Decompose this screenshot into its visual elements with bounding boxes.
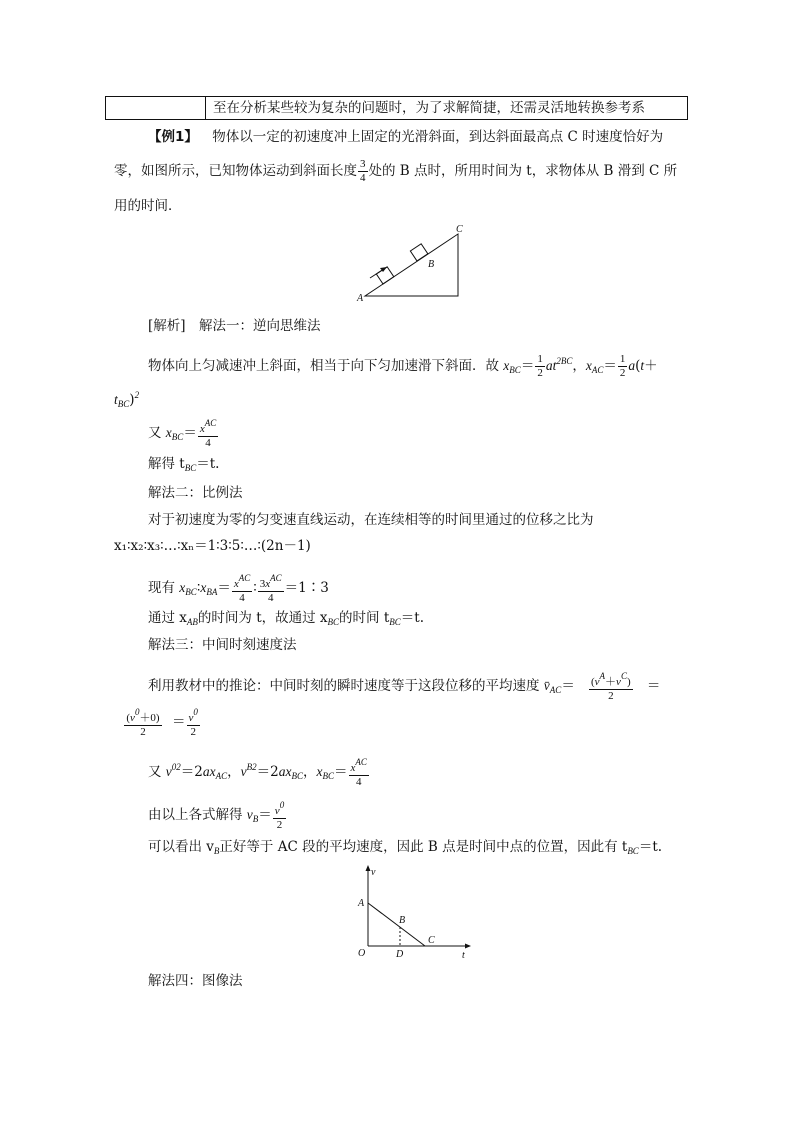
method3-line-4: 由以上各式解得 $v_B=$ $\frac{v^0}{2}$ bbox=[148, 800, 285, 831]
block-upper bbox=[410, 244, 427, 261]
example-text-2a: 零，如图所示，已知物体运动到斜面长度 bbox=[114, 163, 357, 179]
table-column-divider bbox=[205, 97, 206, 119]
method1-line-4: 解得 $t_{BC}=t$. bbox=[148, 456, 220, 473]
table-fragment bbox=[105, 96, 688, 120]
method1-line-3: 又 $x_{BC}=$ $\frac{x^{AC}}{4}$ bbox=[148, 418, 217, 449]
fraction-denominator: 4 bbox=[360, 172, 366, 184]
fraction-three-quarters bbox=[358, 158, 368, 185]
example-line-2 bbox=[114, 158, 677, 185]
method2-header: 解法二：比例法 bbox=[148, 485, 243, 501]
example-label: 【例1】 bbox=[148, 129, 198, 145]
incline-triangle bbox=[365, 234, 458, 296]
fraction-numerator: 3 bbox=[360, 158, 366, 170]
method3-line-2: $\frac{(v^0+0)}{2}$ ＝ $\frac{v^0}{2}$ bbox=[126, 707, 198, 738]
method3-header: 解法三：中间时刻速度法 bbox=[148, 637, 297, 653]
method2-line-4: 通过 $x_{AB}$的时间为 t，故通过 $x_{BC}$的时间 $t_{BC}=t$. bbox=[148, 610, 424, 627]
method1-line-2: $t_{BC})^2$ bbox=[114, 390, 140, 409]
table-cell-text: 至在分析某些较为复杂的问题时，为了求解简捷，还需灵活地转换参考系 bbox=[213, 100, 645, 116]
example-text-2b: 处的 B 点时，所用时间为 t，求物体从 B 滑到 C 所 bbox=[368, 163, 678, 179]
label-a: A bbox=[358, 898, 365, 909]
method2-line-1: 对于初速度为零的匀变速直线运动，在连续相等的时间里通过的位移之比为 bbox=[148, 512, 594, 528]
t-axis-arrow-icon bbox=[465, 944, 471, 949]
velocity-line bbox=[368, 903, 425, 946]
label-t-axis: t bbox=[462, 950, 465, 961]
method1-line-1: 物体向上匀减速冲上斜面，相当于向下匀加速滑下斜面．故 $x_{BC}=$ $\frac{1}{2}$ $at^{2BC}$，$x_{AC}=$ $\frac{1}{2}$ a(t＋ bbox=[148, 353, 658, 379]
method2-line-2: x₁∶x₂∶x₃∶…∶xₙ＝1∶3∶5∶…∶(2n－1) bbox=[114, 538, 311, 554]
label-c: C bbox=[456, 224, 463, 235]
label-b: B bbox=[399, 915, 406, 926]
example-line-3: 用的时间． bbox=[114, 198, 182, 214]
example-text-1: 物体以一定的初速度冲上固定的光滑斜面，到达斜面最高点 C 时速度恰好为 bbox=[212, 129, 664, 145]
v-axis-arrow-icon bbox=[366, 865, 371, 871]
method2-line-3: 现有 $x_{BC}∶x_{BA}=$ $\frac{x^{AC}}{4}$ ∶ $\frac{3x^{AC}}{4}$ ＝1∶3 bbox=[148, 573, 329, 604]
label-a: A bbox=[357, 293, 364, 304]
method3-line-3: 又 $v^{02}=2ax_{AC}$，$v^{B2}=2ax_{BC}$，$x_{BC}=$ $\frac{x^{AC}}{4}$ bbox=[148, 757, 367, 788]
method1-text: 物体向上匀减速冲上斜面，相当于向下匀加速滑下斜面．故 bbox=[148, 358, 504, 374]
incline-figure bbox=[355, 222, 475, 304]
example-line-1 bbox=[148, 128, 663, 146]
label-d: D bbox=[396, 949, 404, 960]
solution-header: [解析] 解法一：逆向思维法 bbox=[148, 318, 321, 334]
label-v-axis: v bbox=[371, 867, 376, 878]
label-o: O bbox=[358, 948, 366, 959]
method4-header: 解法四：图像法 bbox=[148, 973, 243, 989]
method3-line-5: 可以看出 $v_B$正好等于 AC 段的平均速度，因此 B 点是时间中点的位置，因此有 $t_{BC}=t$. bbox=[148, 839, 663, 856]
label-c: C bbox=[428, 935, 435, 946]
label-b: B bbox=[428, 259, 435, 270]
vt-graph-figure bbox=[352, 862, 478, 962]
method3-line-1: 利用教材中的推论：中间时刻的瞬时速度等于这段位移的平均速度 $v̄_{AC}=$ $\frac{(v^A+v^C)}{2}$ ＝ bbox=[148, 671, 661, 702]
